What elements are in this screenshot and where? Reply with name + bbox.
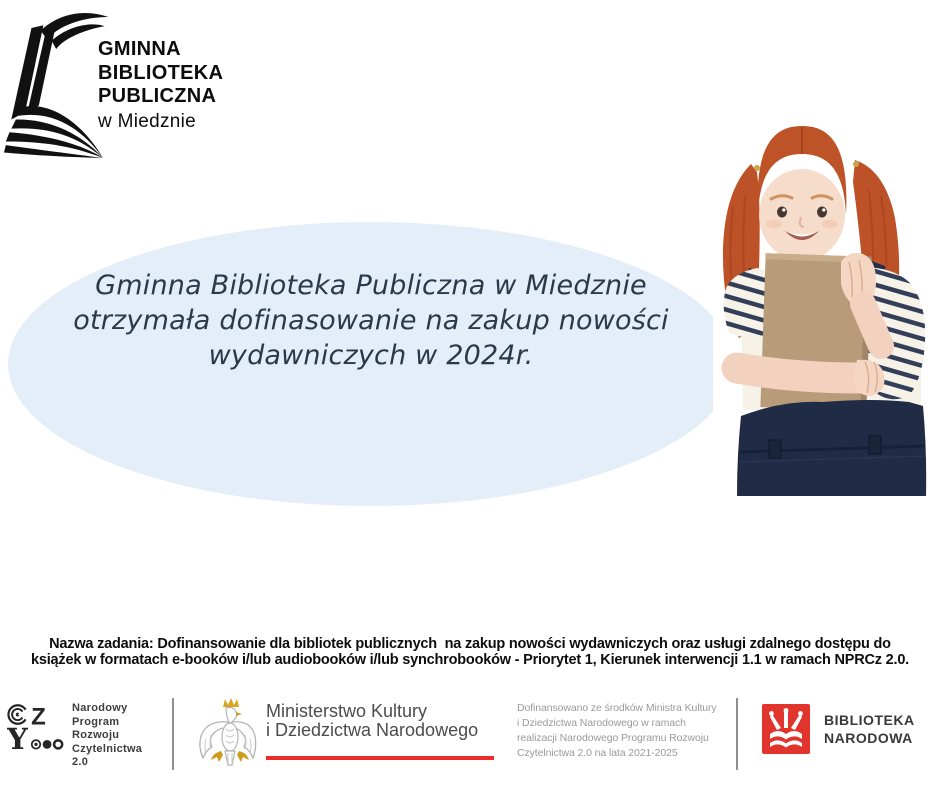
girl-with-book-photo [713, 110, 940, 500]
funding-statement [517, 701, 717, 761]
funding-line3: realizacji Narodowego Programu Rozwoju [517, 732, 709, 744]
ministry-red-underline [266, 756, 494, 760]
bn-line2: NARODOWA [824, 729, 913, 746]
polish-eagle-emblem-icon [197, 697, 257, 769]
library-logo [4, 6, 334, 176]
funding-line2: i Dziedzictwa Narodowego w ramach [517, 717, 686, 729]
svg-text:Z: Z [31, 703, 46, 731]
funding-line4: Czytelnictwa 2.0 na lata 2021-2025 [517, 747, 678, 759]
library-name [98, 38, 223, 134]
library-name-line1: GMINNA [98, 38, 181, 60]
national-library-text [824, 712, 915, 747]
ministry-logo-text [266, 702, 478, 739]
nprcz-line4: Czytelnictwa [72, 742, 143, 755]
funding-line1: Dofinansowano ze środków Ministra Kultury [517, 702, 717, 714]
announcement-text [8, 268, 734, 373]
nprcz-logo-text [72, 702, 142, 770]
nprcz-line1: Narodowy [72, 702, 128, 714]
nprcz-line5: 2.0 [72, 756, 89, 768]
announcement-line3: wydawniczych w 2024r. [208, 340, 534, 371]
footer-divider-2 [736, 698, 738, 770]
open-book-logo-icon [4, 8, 112, 166]
announcement-bubble [8, 222, 734, 506]
library-name-line4: w Miedznie [98, 110, 197, 132]
library-name-line3: PUBLICZNA [98, 85, 217, 107]
task-note-line2: książek w formatach e-booków i/lub audiobooków i/lub synchrobooków - Priorytet 1, Kierunek interwencji 1.1 w ramach NPRCz 2.0. [30, 652, 910, 668]
nprcz-logo-icon [7, 702, 65, 754]
nprcz-line2: Program [72, 715, 120, 728]
svg-text:Y: Y [7, 722, 28, 754]
announcement-line1: Gminna Biblioteka Publiczna w Miedznie [95, 270, 647, 301]
task-note [0, 636, 940, 668]
ministry-line1: Ministerstwo Kultury [266, 701, 428, 721]
footer-divider-1 [172, 698, 174, 770]
announcement-line2: otrzymała dofinasowanie na zakup nowości [73, 305, 669, 336]
national-library-crown-icon [762, 704, 810, 754]
library-name-line2: BIBLIOTEKA [98, 61, 224, 84]
nprcz-line3: Rozwoju [72, 729, 120, 741]
ministry-line2: i Dziedzictwa Narodowego [266, 719, 479, 740]
bn-line1: BIBLIOTEKA [824, 712, 915, 728]
task-note-line1: Nazwa zadania: Dofinansowanie dla bibliotek publicznych na zakup nowości wydawniczych oraz usługi zdalnego dostępu do [49, 636, 891, 652]
